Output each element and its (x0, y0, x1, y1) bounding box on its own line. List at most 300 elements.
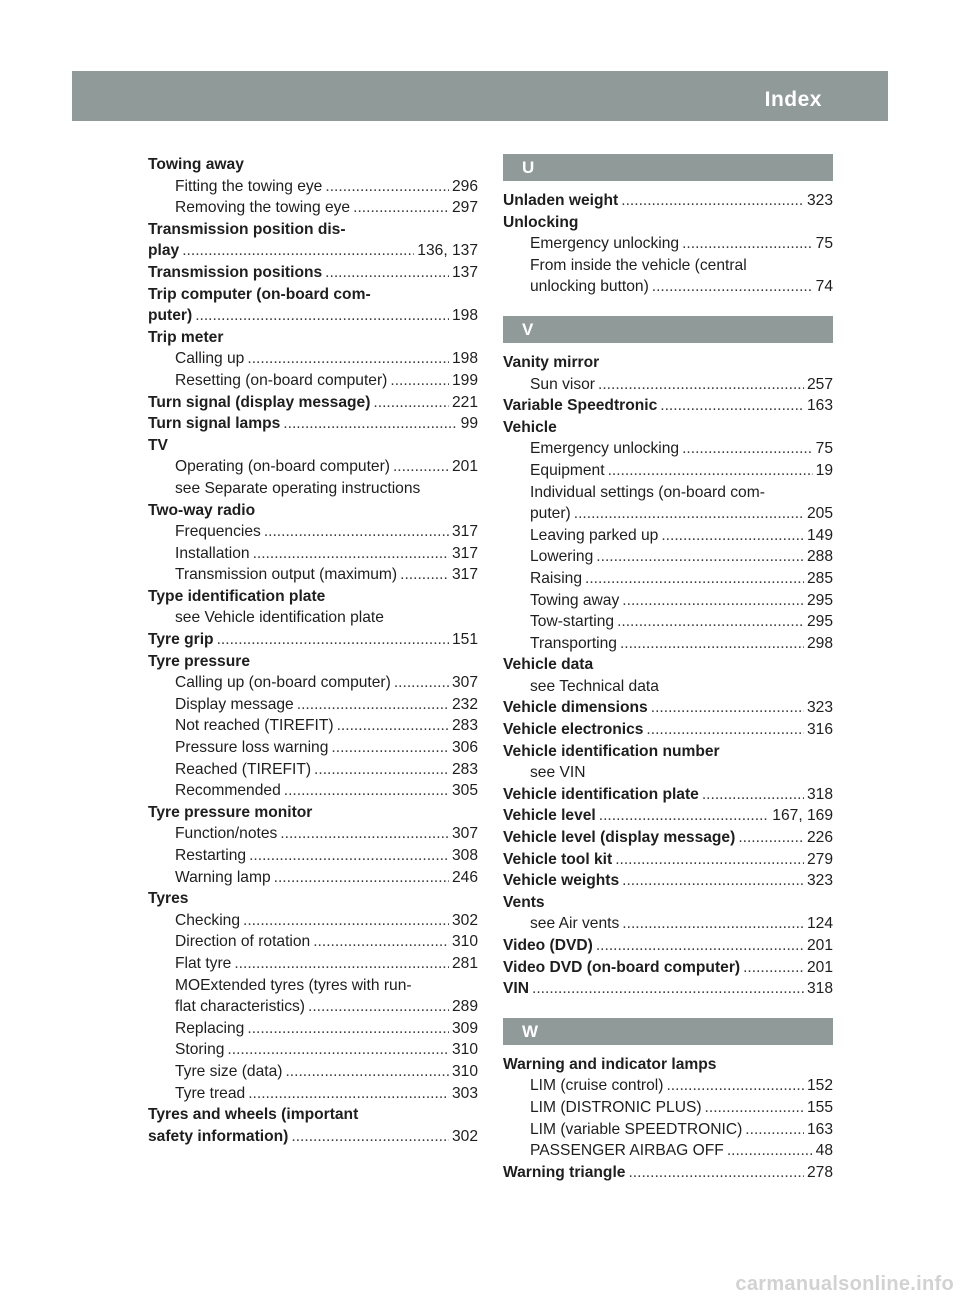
page-reference[interactable]: 323 (806, 872, 833, 890)
page-reference[interactable]: 19 (815, 461, 833, 479)
dot-leader (620, 633, 804, 655)
page-reference[interactable]: 163 (806, 1120, 833, 1138)
dot-leader (314, 759, 449, 781)
page-reference[interactable]: 295 (806, 613, 833, 631)
index-subentry (503, 633, 833, 655)
index-subentry (148, 564, 478, 586)
dot-leader (652, 276, 813, 298)
index-entry (503, 190, 833, 212)
entry-label: Vehicle data (503, 656, 594, 674)
index-subentry (148, 996, 478, 1018)
dot-leader (598, 374, 804, 396)
entry-label: Vehicle weights (503, 872, 620, 890)
page-reference[interactable]: 283 (451, 717, 478, 735)
index-subentry (148, 823, 478, 845)
entry-label: Vehicle (503, 418, 557, 436)
index-entry (503, 697, 833, 719)
dot-leader (596, 546, 804, 568)
header-divider (904, 71, 907, 121)
entry-label: Not reached (TIREFIT) (175, 717, 334, 735)
entry-label: flat characteristics) (175, 998, 305, 1016)
page-reference[interactable]: 302 (451, 911, 478, 929)
page-reference[interactable]: 303 (451, 1084, 478, 1102)
page-reference[interactable]: 74 (815, 278, 833, 296)
entry-label: LIM (DISTRONIC PLUS) (530, 1098, 702, 1116)
letter-heading: U (503, 154, 833, 181)
index-entry (503, 417, 833, 439)
page-reference[interactable]: 307 (451, 674, 478, 692)
page-reference[interactable]: 163 (806, 397, 833, 415)
dot-leader (247, 348, 449, 370)
entry-label: Sun visor (530, 375, 596, 393)
dot-leader (393, 456, 449, 478)
entry-label: Warning triangle (503, 1163, 626, 1181)
index-subentry (148, 197, 478, 219)
entry-label: Flat tyre (175, 954, 232, 972)
index-subentry (148, 737, 478, 759)
page-reference[interactable]: 318 (806, 980, 833, 998)
entry-label: Vehicle level (display message) (503, 829, 736, 847)
entry-label: LIM (variable SPEEDTRONIC) (530, 1120, 743, 1138)
entry-label: Warning lamp (175, 868, 271, 886)
dot-leader (313, 931, 449, 953)
dot-leader (394, 672, 449, 694)
entry-label: safety information) (148, 1127, 289, 1145)
page-reference[interactable]: 75 (815, 440, 833, 458)
dot-leader (280, 823, 449, 845)
dot-leader (297, 694, 449, 716)
index-entry (148, 284, 478, 306)
index-entry (148, 262, 478, 284)
dot-leader (325, 262, 449, 284)
dot-leader (390, 370, 449, 392)
page-reference[interactable]: 288 (806, 548, 833, 566)
dot-leader (621, 190, 804, 212)
entry-label: Tyre pressure (148, 652, 250, 670)
dot-leader (243, 910, 449, 932)
index-subentry (503, 233, 833, 255)
page-reference[interactable]: 205 (806, 505, 833, 523)
dot-leader (661, 525, 804, 547)
index-entry (503, 1054, 833, 1076)
dot-leader (283, 413, 457, 435)
index-subentry (503, 568, 833, 590)
index-entry (148, 586, 478, 608)
entry-label: Storing (175, 1041, 225, 1059)
dot-leader (622, 870, 804, 892)
entry-label: Warning and indicator lamps (503, 1055, 717, 1073)
page-reference[interactable]: 308 (451, 847, 478, 864)
page-reference[interactable]: 289 (451, 998, 478, 1016)
entry-label: see Vehicle identification plate (175, 609, 384, 627)
entry-label: Trip computer (on-board com- (148, 285, 371, 303)
entry-label: see VIN (530, 764, 586, 782)
page-reference[interactable]: 317 (451, 544, 478, 562)
entry-label: Calling up (on-board computer) (175, 674, 391, 692)
page-reference[interactable]: 281 (451, 954, 478, 972)
entry-label: unlocking button) (530, 278, 649, 296)
index-subentry (503, 374, 833, 396)
dot-leader (331, 737, 449, 759)
dot-leader (743, 957, 804, 979)
page-reference[interactable]: 302 (451, 1127, 478, 1145)
entry-label: Tyre size (data) (175, 1062, 283, 1080)
index-subentry (503, 482, 833, 504)
entry-label: Function/notes (175, 825, 278, 843)
entry-label: Two-way radio (148, 501, 256, 519)
index-subentry (148, 1039, 478, 1061)
page-reference[interactable]: 198 (451, 307, 478, 325)
page-reference[interactable]: 48 (815, 1142, 833, 1160)
page-reference[interactable]: 323 (806, 699, 833, 717)
entry-label: Towing away (530, 591, 620, 609)
entry-label: Replacing (175, 1019, 245, 1037)
entry-label: Leaving parked up (530, 526, 659, 544)
entry-label: Removing the towing eye (175, 199, 351, 217)
page-reference[interactable]: 310 (451, 1041, 478, 1059)
dot-leader (745, 1119, 804, 1141)
watermark: carmanualsonline.info (735, 1273, 954, 1295)
dot-leader (285, 1061, 449, 1083)
dot-leader (373, 392, 449, 414)
dot-leader (253, 543, 449, 565)
page-reference[interactable]: 226 (806, 829, 833, 847)
dot-leader (195, 305, 449, 327)
page-reference[interactable]: 305 (451, 782, 478, 800)
entry-label: Calling up (175, 350, 245, 368)
index-entry (503, 827, 833, 849)
dot-leader (325, 176, 449, 198)
page-reference[interactable]: 151 (451, 631, 478, 649)
entry-label: Installation (175, 544, 250, 562)
index-subentry (148, 543, 478, 565)
index-column-left (148, 154, 478, 1147)
page-reference[interactable]: 307 (451, 825, 478, 843)
index-subentry (503, 1097, 833, 1119)
index-subentry (503, 1140, 833, 1162)
entry-label: Type identification plate (148, 587, 326, 605)
entry-label: Pressure loss warning (175, 739, 329, 757)
page-reference[interactable]: 99 (460, 415, 478, 433)
dot-leader (615, 849, 804, 871)
index-subentry (148, 867, 478, 889)
entry-label: play (148, 242, 180, 260)
index-subentry (148, 176, 478, 198)
dot-leader (705, 1097, 804, 1119)
index-subentry (148, 975, 478, 997)
page-reference[interactable]: 167, 169 (772, 807, 833, 825)
page-reference[interactable]: 296 (451, 177, 478, 195)
section-gap (503, 298, 833, 316)
entry-label: Frequencies (175, 523, 261, 541)
page-reference[interactable]: 257 (806, 375, 833, 393)
entry-label: Tyre pressure monitor (148, 803, 313, 821)
index-subentry (503, 1075, 833, 1097)
page-number: 17 (920, 90, 939, 109)
entry-label: Tyres (148, 890, 189, 908)
page-reference[interactable]: 316 (806, 721, 833, 739)
page-reference[interactable]: 221 (451, 393, 478, 411)
page-reference[interactable]: 201 (451, 458, 478, 476)
entry-label: Turn signal lamps (148, 415, 281, 433)
entry-label: puter) (530, 505, 571, 523)
dot-leader (596, 935, 804, 957)
entry-label: Transmission position dis- (148, 220, 346, 238)
dot-leader (682, 438, 813, 460)
dot-leader (532, 978, 804, 1000)
dot-leader (337, 715, 449, 737)
entry-label: Vehicle electronics (503, 721, 644, 739)
index-subentry (148, 931, 478, 953)
index-entry (148, 1104, 478, 1126)
index-subentry (148, 1061, 478, 1083)
entry-label: VIN (503, 980, 529, 998)
index-entry (148, 651, 478, 673)
entry-label: Video (DVD) (503, 937, 593, 954)
page-reference[interactable]: 306 (451, 739, 478, 757)
index-subentry (503, 460, 833, 482)
dot-leader (738, 827, 804, 849)
page-reference[interactable]: 198 (451, 350, 478, 368)
page-reference[interactable]: 310 (451, 1062, 478, 1080)
entry-label: PASSENGER AIRBAG OFF (530, 1142, 724, 1160)
entry-label: Transmission output (maximum) (175, 566, 398, 584)
dot-leader (628, 1162, 804, 1184)
dot-leader (682, 233, 813, 255)
page-reference[interactable]: 278 (806, 1163, 833, 1181)
entry-label: Transporting (530, 634, 617, 652)
index-entry (148, 500, 478, 522)
index-subentry (148, 759, 478, 781)
letter-heading: V (503, 316, 833, 343)
index-entry (148, 435, 478, 457)
entry-label: Variable Speedtronic (503, 397, 658, 415)
index-entry (148, 154, 478, 176)
index-subentry (148, 672, 478, 694)
page-reference[interactable]: 285 (806, 569, 833, 587)
index-subentry (503, 503, 833, 525)
entry-label: Tyres and wheels (important (148, 1106, 359, 1124)
dot-leader (585, 568, 804, 590)
dot-leader (274, 867, 449, 889)
page-reference[interactable]: 199 (451, 371, 478, 389)
entry-label: Tow-starting (530, 613, 615, 631)
entry-label: Trip meter (148, 328, 224, 346)
entry-label: Fitting the towing eye (175, 177, 323, 195)
page-reference[interactable]: 232 (451, 695, 478, 713)
entry-label: Unladen weight (503, 192, 619, 209)
dot-leader (308, 996, 449, 1018)
page-reference[interactable]: 283 (451, 760, 478, 778)
entry-label: see Air vents (530, 915, 620, 933)
page-reference[interactable]: 149 (806, 526, 833, 544)
index-subentry (148, 845, 478, 867)
index-entry (148, 305, 478, 327)
index-subentry (503, 676, 833, 698)
index-subentry (503, 525, 833, 547)
dot-leader (646, 719, 804, 741)
index-entry (503, 1162, 833, 1184)
index-subentry (503, 611, 833, 633)
entry-label: Vanity mirror (503, 353, 600, 371)
dot-leader (264, 521, 449, 543)
entry-label: Reached (TIREFIT) (175, 760, 312, 778)
dot-leader (651, 697, 804, 719)
index-entry (148, 219, 478, 241)
entry-label: Towing away (148, 156, 244, 173)
page-reference[interactable]: 137 (451, 263, 478, 281)
page-reference[interactable]: 155 (806, 1098, 833, 1116)
entry-label: see Separate operating instructions (175, 479, 421, 497)
index-entry (148, 1126, 478, 1148)
index-entry (503, 870, 833, 892)
index-subentry (148, 910, 478, 932)
index-entry (503, 212, 833, 234)
entry-label: Direction of rotation (175, 933, 311, 951)
entry-label: Vehicle level (503, 807, 596, 825)
index-entry (148, 629, 478, 651)
page-reference[interactable]: 323 (806, 192, 833, 209)
entry-label: Vehicle identification plate (503, 785, 699, 803)
entry-label: Video DVD (on-board computer) (503, 958, 741, 976)
index-entry (503, 849, 833, 871)
index-subentry (148, 1083, 478, 1105)
page-reference[interactable]: 310 (451, 933, 478, 951)
section-gap (503, 1000, 833, 1018)
index-subentry (503, 438, 833, 460)
page-reference[interactable]: 317 (451, 566, 478, 584)
dot-leader (247, 1018, 449, 1040)
page-reference[interactable]: 298 (806, 634, 833, 652)
page-reference[interactable]: 201 (806, 937, 833, 954)
index-subentry (503, 255, 833, 277)
entry-label: Lowering (530, 548, 594, 566)
entry-label: Tyre tread (175, 1084, 246, 1102)
index-entry (148, 802, 478, 824)
page-reference[interactable]: 297 (451, 199, 478, 217)
dot-leader (217, 629, 449, 651)
entry-label: Vents (503, 893, 545, 911)
entry-label: Vehicle tool kit (503, 850, 613, 868)
dot-leader (622, 590, 804, 612)
index-subentry (148, 521, 478, 543)
entry-label: Checking (175, 911, 241, 929)
page-reference[interactable]: 279 (806, 850, 833, 868)
index-subentry (148, 694, 478, 716)
index-entry (503, 352, 833, 374)
index-subentry (503, 762, 833, 784)
index-entry (148, 392, 478, 414)
entry-label: Unlocking (503, 213, 579, 231)
dot-leader (617, 611, 804, 633)
index-column-right (503, 154, 833, 1183)
entry-label: Restarting (175, 847, 247, 864)
entry-label: Recommended (175, 782, 281, 800)
entry-label: see Technical data (530, 677, 659, 695)
entry-label: Vehicle dimensions (503, 699, 648, 717)
index-entry (503, 935, 833, 957)
dot-leader (284, 780, 449, 802)
index-entry (148, 888, 478, 910)
dot-leader (702, 784, 804, 806)
dot-leader (666, 1075, 804, 1097)
dot-leader (249, 845, 449, 867)
dot-leader (234, 953, 449, 975)
letter-heading: W (503, 1018, 833, 1045)
dot-leader (400, 564, 449, 586)
page-reference[interactable]: 75 (815, 235, 833, 253)
index-entry (503, 654, 833, 676)
entry-label: Equipment (530, 461, 605, 479)
index-entry (503, 784, 833, 806)
index-subentry (503, 546, 833, 568)
index-subentry (503, 913, 833, 935)
dot-leader (291, 1126, 449, 1148)
dot-leader (727, 1140, 813, 1162)
dot-leader (660, 395, 804, 417)
entry-label: Turn signal (display message) (148, 393, 371, 411)
page-reference[interactable]: 201 (806, 958, 833, 976)
entry-label: Emergency unlocking (530, 440, 680, 458)
entry-label: Raising (530, 569, 583, 587)
page-reference[interactable]: 309 (451, 1019, 478, 1037)
entry-label: Individual settings (on-board com- (530, 483, 765, 501)
entry-label: Operating (on-board computer) (175, 458, 390, 476)
entry-label: LIM (cruise control) (530, 1077, 664, 1095)
page-reference[interactable]: 136, 137 (417, 242, 478, 260)
dot-leader (182, 240, 414, 262)
entry-label: TV (148, 436, 168, 454)
page-reference[interactable]: 295 (806, 591, 833, 609)
index-entry (503, 395, 833, 417)
page-header (72, 71, 939, 121)
index-subentry (148, 715, 478, 737)
page-reference[interactable]: 318 (806, 785, 833, 803)
index-subentry (148, 478, 478, 500)
section-title: Index (764, 88, 822, 111)
entry-label: Transmission positions (148, 263, 323, 281)
index-entry (148, 413, 478, 435)
dot-leader (608, 460, 813, 482)
dot-leader (227, 1039, 449, 1061)
index-subentry (148, 953, 478, 975)
index-subentry (503, 1119, 833, 1141)
index-entry (503, 892, 833, 914)
entry-label: Emergency unlocking (530, 235, 680, 253)
page-reference[interactable]: 152 (806, 1077, 833, 1095)
index-subentry (148, 348, 478, 370)
index-subentry (503, 590, 833, 612)
index-subentry (148, 1018, 478, 1040)
entry-label: Tyre grip (148, 631, 214, 649)
page-reference[interactable]: 317 (451, 523, 478, 541)
index-entry (503, 741, 833, 763)
index-entry (503, 719, 833, 741)
dot-leader (599, 805, 770, 827)
index-subentry (148, 456, 478, 478)
entry-label: Resetting (on-board computer) (175, 371, 388, 389)
dot-leader (353, 197, 449, 219)
dot-leader (574, 503, 804, 525)
page-reference[interactable]: 246 (451, 868, 478, 886)
page-reference[interactable]: 124 (806, 915, 833, 933)
index-subentry (148, 780, 478, 802)
index-subentry (148, 607, 478, 629)
index-entry (148, 240, 478, 262)
index-entry (148, 327, 478, 349)
index-entry (503, 957, 833, 979)
entry-label: Display message (175, 695, 294, 713)
